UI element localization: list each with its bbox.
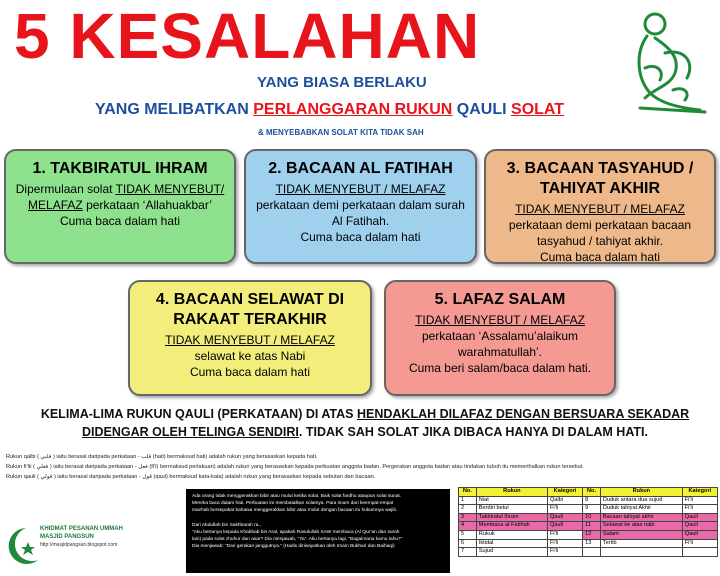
- table-cell: Fi'li: [547, 548, 582, 557]
- organization-credit: KHIDMAT PESANAN UMMAH MASJID PANGSUN http://masjidpangsun.blogspot.com: [40, 526, 123, 548]
- card-title: 3. BACAAN TASYAHUD / TAHIYAT AKHIR: [506, 160, 694, 197]
- card-emphasis: TIDAK MENYEBUT / MELAFAZ: [515, 202, 685, 216]
- note-fili: Rukun fi’lii ( فعلي ) iaitu berasal daripada perkataan - فعل (fi’l) bermaksud perlakuan) adalah rukun yang berasaskan kepada perbuatan anggota badan. Pergerakan anggota badan atau tindakan tubuh itu memerihalkan rukun tersebut.: [6, 464, 584, 470]
- table-cell: Fi'li: [682, 505, 717, 514]
- note-qalbi: Rukun qalbi ( قلبي ) iaitu berasal daripada perkataan - قلب (hati) bermaksud hati) adalah rukun yang berasaskan kepada hati.: [6, 454, 318, 460]
- card-desc: perkataan demi perkataan dalam surah Al Fatihah.: [256, 198, 465, 228]
- table-row: [459, 539, 718, 548]
- table-cell: Qauli: [547, 513, 582, 522]
- subtitle-violation: YANG MELIBATKAN PERLANGGARAN RUKUN QAULI SOLAT: [95, 101, 565, 118]
- table-cell: Fi'li: [547, 530, 582, 539]
- table-cell: Sujud: [476, 548, 547, 557]
- table-cell: 13: [583, 539, 601, 548]
- card-desc: selawat ke atas Nabi: [194, 349, 306, 363]
- table-cell: 3: [459, 513, 477, 522]
- rukun-definitions: [6, 452, 720, 482]
- table-header-row: No. Rukun Kategori No. Rukun Kategori: [459, 488, 718, 497]
- card-desc: Dipermulaan solat TIDAK MENYEBUT/ MELAFAZ perkataan ‘Allahuakbar’: [15, 182, 225, 212]
- table-row: [459, 513, 718, 522]
- subtitle-common-mistakes: YANG BIASA BERLAKU: [257, 74, 427, 91]
- table-cell: 4: [459, 522, 477, 531]
- card-desc: perkataan demi perkataan bacaan tasyahud / tahiyat akhir.: [508, 218, 692, 248]
- table-cell: Fi'li: [547, 505, 582, 514]
- table-cell: Membaca al-Fatihah: [476, 522, 547, 531]
- table-cell: Fi'li: [682, 496, 717, 505]
- card-emphasis: TIDAK MENYEBUT / MELAFAZ: [415, 313, 585, 327]
- subtitle-invalid-prayer: & MENYEBABKAN SOLAT KITA TIDAK SAH: [258, 128, 424, 137]
- table-cell: [600, 548, 682, 557]
- rukun-table: [458, 487, 718, 557]
- table-cell: Duduk antara dua sujud: [600, 496, 682, 505]
- table-cell: 7: [459, 548, 477, 557]
- table-cell: Qauli: [682, 522, 717, 531]
- table-cell: Qauli: [682, 513, 717, 522]
- table-cell: Duduk tahiyat Akhir: [600, 505, 682, 514]
- crescent-star-icon: [4, 520, 44, 570]
- table-cell: Niat: [476, 496, 547, 505]
- table-cell: Fi'li: [682, 539, 717, 548]
- table-cell: Rukuk: [476, 530, 547, 539]
- card-note: Cuma baca dalam hati: [59, 214, 181, 228]
- table-cell: Fi'li: [547, 539, 582, 548]
- mistake-card-selawat: [128, 280, 372, 396]
- table-cell: 5: [459, 530, 477, 539]
- table-cell: Qauli: [547, 522, 582, 531]
- mistake-card-lafaz-salam: [384, 280, 616, 396]
- card-title: 4. BACAAN SELAWAT DI RAKAAT TERAKHIR: [155, 291, 345, 328]
- table-cell: 9: [583, 505, 601, 514]
- table-cell: Bacaan tahiyat akhir: [600, 513, 682, 522]
- card-title: 1. TAKBIRATUL IHRAM: [32, 160, 208, 177]
- table-cell: 12: [583, 530, 601, 539]
- table-cell: Qalbi: [547, 496, 582, 505]
- table-cell: Takbiratul Ihram: [476, 513, 547, 522]
- card-emphasis: TIDAK MENYEBUT / MELAFAZ: [275, 182, 446, 196]
- conclusion-statement: KELIMA-LIMA RUKUN QAULI (PERKATAAN) DI ATAS HENDAKLAH DILAFAZ DENGAN BERSUARA SEKADAR DIDENGAR OLEH TELINGA SENDIRI. TIDAK SAH SOLAT JIKA DIBACA HANYA DI DALAM HATI.: [40, 407, 690, 439]
- table-row: [459, 530, 718, 539]
- card-title: 5. LAFAZ SALAM: [434, 291, 566, 308]
- card-desc: perkataan ‘Assalamu’alaikum warahmatullah’.: [421, 329, 579, 359]
- table-cell: [682, 548, 717, 557]
- hadith-box: Ada orang tidak menggerakkan bibir atau mulut ketika solat. Baik solat fardhu ataupun solat sunat. Mereka baca dalam hati. Perbuatan ini membatalkan solatnya. Para imam dari keempat-empat mazhab bersepakat bahawa menggerakkan bibir atau mulut dengan bacaan itu hukumnya wajib. Dari Abdullah bin Sakhbarah ra., “Aku bertanya kepada Khabbab bin Arat, apakah Rasulullah SAW membaca (Al Qur’an dan surah lain) pada solat zhuhur dan asar? Dia menjawab, “Ya”. Aku bertanya lagi, “Bagaimana kamu tahu?” Dia menjawab: “Dari gerakan janggutnya.” (Hadis diriwayatkan oleh Imam Bukhari dan Baihaqi): [186, 489, 450, 573]
- table-cell: Salam: [600, 530, 682, 539]
- table-cell: 6: [459, 539, 477, 548]
- table-row: [459, 505, 718, 514]
- mistake-card-tasyahud: [484, 149, 716, 264]
- table-cell: Selawat ke atas nabi: [600, 522, 682, 531]
- table-row: [459, 522, 718, 531]
- mistake-card-al-fatihah: [244, 149, 477, 264]
- table-cell: 10: [583, 513, 601, 522]
- card-note: Cuma baca dalam hati: [189, 365, 311, 379]
- mistake-card-takbiratul-ihram: [4, 149, 236, 264]
- table-cell: [583, 548, 601, 557]
- note-qauli: Rukun qauli ( قولي ) iaitu berasal daripada perkataan - قول (qaul) bermaksud kata-kata) adalah rukun yang berasaskan kepada sebutan dan bacaan.: [6, 474, 376, 480]
- table-cell: Berdiri betul: [476, 505, 547, 514]
- table-cell: Qauli: [682, 530, 717, 539]
- table-cell: 2: [459, 505, 477, 514]
- table-cell: Tertib: [600, 539, 682, 548]
- calligraphy-figure-icon: [625, 8, 710, 126]
- table-cell: 8: [583, 496, 601, 505]
- table-cell: 1: [459, 496, 477, 505]
- table-row: [459, 496, 718, 505]
- table-cell: Iktidal: [476, 539, 547, 548]
- poster-title: 5 KESALAHAN: [14, 0, 481, 72]
- card-title: 2. BACAAN AL FATIHAH: [268, 160, 453, 177]
- card-note: Cuma baca dalam hati: [300, 230, 421, 244]
- table-cell: 11: [583, 522, 601, 531]
- card-note: Cuma beri salam/baca dalam hati.: [408, 361, 592, 375]
- card-note: Cuma baca dalam hati: [539, 250, 661, 264]
- card-emphasis: TIDAK MENYEBUT / MELAFAZ: [165, 333, 335, 347]
- table-row: [459, 548, 718, 557]
